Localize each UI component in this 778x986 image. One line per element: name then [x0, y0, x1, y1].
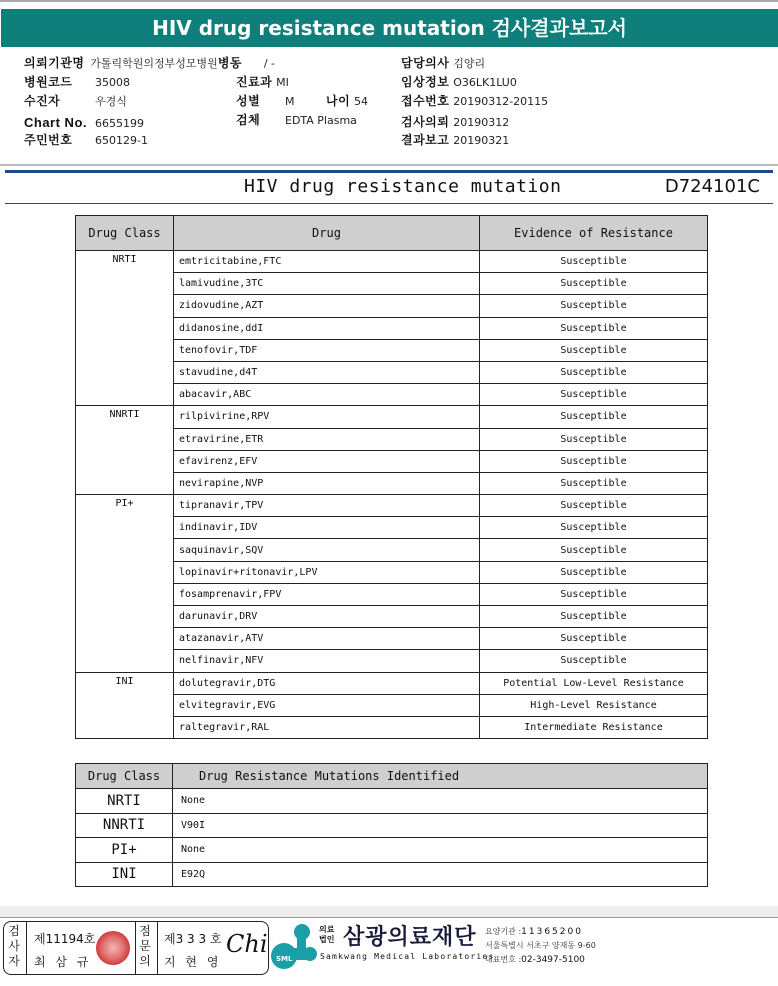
age-value: 54	[354, 95, 369, 108]
seal-stamp-icon	[96, 931, 130, 965]
evidence-cell: Susceptible	[480, 273, 708, 295]
drug-cell: rilpivirine,RPV	[174, 406, 480, 428]
evidence-cell: Susceptible	[480, 472, 708, 494]
drug-cell: lamivudine,3TC	[174, 273, 480, 295]
reviewer-name: 지 현 영	[164, 955, 222, 969]
request-date-field	[401, 113, 509, 132]
drug-cell: saquinavir,SQV	[174, 539, 480, 561]
hospital-code-field	[24, 73, 130, 92]
title-rule-top	[5, 170, 773, 173]
reviewer-role: 점문의	[139, 924, 151, 968]
table-row	[76, 495, 708, 517]
table-row	[76, 862, 708, 887]
company-name: 삼광의료재단	[343, 925, 477, 950]
evidence-cell: Susceptible	[480, 650, 708, 672]
drug-cell: darunavir,DRV	[174, 606, 480, 628]
agency-line	[485, 925, 596, 939]
mutations-table-header	[76, 764, 708, 789]
ward-label: 병동	[217, 56, 242, 70]
request-date-value: 20190312	[453, 116, 510, 129]
receipt-no-value: 20190312-20115	[453, 95, 549, 108]
drug-cell: zidovudine,AZT	[174, 295, 480, 317]
evidence-cell: Susceptible	[480, 628, 708, 650]
sex-label: 성별	[236, 94, 261, 108]
chart-no-field	[24, 113, 144, 133]
divider	[26, 922, 27, 974]
drug-class-cell: INI	[76, 862, 173, 887]
evidence-cell: Susceptible	[480, 428, 708, 450]
drug-cell: raltegravir,RAL	[174, 716, 480, 738]
agency-no: 11365200	[521, 927, 583, 937]
tester-license: 제11194호	[34, 932, 96, 946]
institution-value: 가톨릭학원의정부성모병원	[90, 57, 218, 70]
evidence-cell: Susceptible	[480, 295, 708, 317]
evidence-cell: Susceptible	[480, 384, 708, 406]
table-row	[76, 838, 708, 863]
mutations-cell: V90I	[173, 813, 708, 838]
sex-value: M	[285, 95, 295, 108]
report-banner-title: HIV drug resistance mutation 검사결과보고서	[1, 9, 778, 47]
evidence-cell: Susceptible	[480, 561, 708, 583]
company-prefix	[319, 925, 337, 945]
specimen-field	[236, 111, 357, 130]
phone-label: 대표번호 :	[485, 955, 522, 964]
evidence-cell: Intermediate Resistance	[480, 716, 708, 738]
tester-name: 최 삼 규	[34, 955, 92, 969]
drug-cell: tenofovir,TDF	[174, 339, 480, 361]
mutations-cell: E92Q	[173, 862, 708, 887]
drug-cell: stavudine,d4T	[174, 361, 480, 383]
drug-cell: etravirine,ETR	[174, 428, 480, 450]
sex-field	[236, 92, 295, 111]
resistance-table-header	[76, 216, 708, 251]
age-label: 나이	[326, 94, 351, 108]
resident-no-field	[24, 131, 148, 150]
divider	[0, 164, 778, 166]
receipt-no-field	[401, 92, 548, 111]
evidence-cell: Susceptible	[480, 450, 708, 472]
request-date-label: 검사의뢰	[401, 115, 450, 129]
report-date-value: 20190321	[453, 134, 510, 147]
evidence-cell: Susceptible	[480, 406, 708, 428]
drug-cell: atazanavir,ATV	[174, 628, 480, 650]
patient-field	[24, 92, 127, 111]
patient-label: 수진자	[24, 94, 61, 108]
divider	[157, 922, 158, 974]
company-english: Samkwang Medical Laboratories	[320, 952, 495, 961]
drug-cell: nevirapine,NVP	[174, 472, 480, 494]
title-rule-bottom	[5, 203, 773, 204]
resident-no-value: 650129-1	[95, 134, 148, 147]
sml-logo-icon	[270, 922, 320, 972]
drug-cell: abacavir,ABC	[174, 384, 480, 406]
report-date-label: 결과보고	[401, 133, 450, 147]
evidence-cell: Susceptible	[480, 339, 708, 361]
footer-band	[0, 906, 778, 918]
doctor-value: 김양리	[453, 57, 486, 70]
hospital-code-label: 병원코드	[24, 75, 73, 89]
mutations-cell: None	[173, 789, 708, 814]
col-evidence: Evidence of Resistance	[480, 216, 708, 251]
drug-class-cell: NRTI	[76, 789, 173, 814]
hospital-code-value: 35008	[95, 76, 130, 89]
reviewer-license: 제3 3 3 호	[164, 932, 222, 946]
drug-class-cell: PI+	[76, 838, 173, 863]
doctor-label: 담당의사	[401, 56, 450, 70]
agency-label: 요양기관 :	[485, 927, 522, 936]
signature: Chi	[226, 930, 268, 958]
evidence-cell: Susceptible	[480, 583, 708, 605]
top-rule	[0, 0, 778, 2]
drug-cell: efavirenz,EFV	[174, 450, 480, 472]
department-value: MI	[276, 76, 289, 89]
signature-box	[3, 921, 269, 975]
institution-field	[24, 54, 275, 73]
clinical-info-label: 임상정보	[401, 75, 450, 89]
age-field	[326, 92, 368, 111]
col-mutations: Drug Resistance Mutations Identified	[173, 764, 708, 789]
drug-cell: didanosine,ddI	[174, 317, 480, 339]
ward-value: / -	[263, 57, 275, 70]
patient-value: 우경식	[95, 95, 127, 108]
table-row	[76, 406, 708, 428]
drug-cell: indinavir,IDV	[174, 517, 480, 539]
drug-cell: lopinavir+ritonavir,LPV	[174, 561, 480, 583]
department-label: 진료과	[236, 75, 273, 89]
table-row	[76, 672, 708, 694]
report-title: HIV drug resistance mutation	[244, 176, 562, 197]
drug-cell: fosamprenavir,FPV	[174, 583, 480, 605]
table-row	[76, 789, 708, 814]
drug-cell: dolutegravir,DTG	[174, 672, 480, 694]
resistance-table	[75, 215, 708, 739]
company-prefix-text: 의료법인	[319, 925, 335, 944]
evidence-cell: Susceptible	[480, 251, 708, 273]
receipt-no-label: 접수번호	[401, 94, 450, 108]
mutations-table	[75, 763, 708, 887]
evidence-cell: Susceptible	[480, 317, 708, 339]
table-row	[76, 813, 708, 838]
department-field	[236, 73, 289, 92]
mutations-cell: None	[173, 838, 708, 863]
logo-text: SML	[276, 955, 293, 963]
drug-class-cell: INI	[76, 672, 174, 739]
tester-role: 검사자	[8, 924, 20, 968]
resident-no-label: 주민번호	[24, 133, 73, 147]
chart-no-label: Chart No.	[24, 115, 87, 130]
specimen-value: EDTA Plasma	[285, 114, 357, 127]
institution-label: 의뢰기관명	[24, 56, 85, 70]
specimen-label: 검체	[236, 113, 261, 127]
col-drug-class: Drug Class	[76, 764, 173, 789]
drug-cell: tipranavir,TPV	[174, 495, 480, 517]
phone: 02-3497-5100	[521, 955, 585, 965]
table-row	[76, 251, 708, 273]
evidence-cell: Susceptible	[480, 539, 708, 561]
evidence-cell: Susceptible	[480, 495, 708, 517]
report-date-field	[401, 131, 509, 150]
evidence-cell: Susceptible	[480, 361, 708, 383]
evidence-cell: Potential Low-Level Resistance	[480, 672, 708, 694]
drug-class-cell: NRTI	[76, 251, 174, 406]
phone-line	[485, 953, 596, 967]
report-code: D724101C	[664, 176, 760, 197]
drug-class-cell: NNRTI	[76, 406, 174, 495]
clinical-info-value: O36LK1LU0	[453, 76, 517, 89]
drug-class-cell: NNRTI	[76, 813, 173, 838]
drug-cell: elvitegravir,EVG	[174, 694, 480, 716]
evidence-cell: Susceptible	[480, 606, 708, 628]
drug-cell: nelfinavir,NFV	[174, 650, 480, 672]
col-drug: Drug	[174, 216, 480, 251]
drug-class-cell: PI+	[76, 495, 174, 673]
divider	[135, 922, 136, 974]
address: 서울특별시 서초구 양재동 9-60	[485, 941, 596, 950]
clinical-info-field	[401, 73, 517, 92]
evidence-cell: High-Level Resistance	[480, 694, 708, 716]
chart-no-value: 6655199	[95, 117, 144, 130]
doctor-field	[401, 54, 485, 73]
evidence-cell: Susceptible	[480, 517, 708, 539]
drug-cell: emtricitabine,FTC	[174, 251, 480, 273]
company-info	[485, 925, 596, 967]
col-drug-class: Drug Class	[76, 216, 174, 251]
